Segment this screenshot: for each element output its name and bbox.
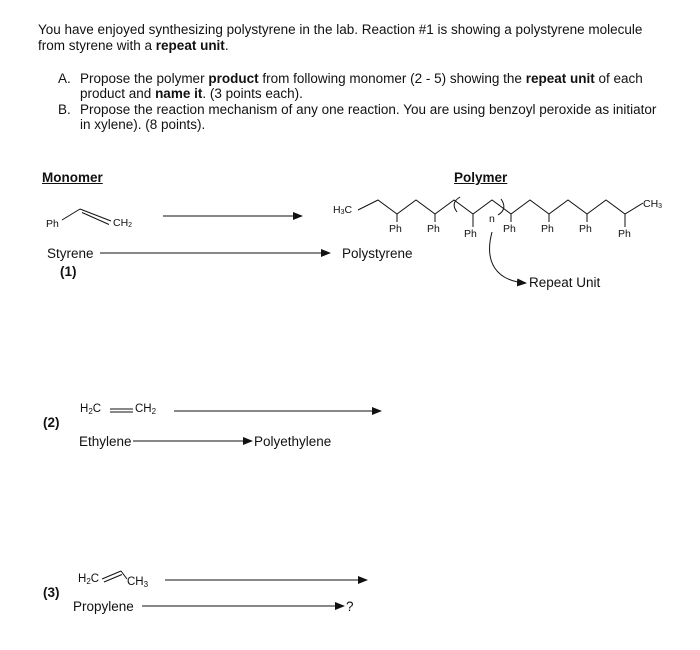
- repeat-n-label: n: [489, 213, 495, 225]
- instruction-a-letter: A.: [58, 71, 71, 86]
- propylene-name: Propylene: [73, 599, 134, 614]
- ph-label-7: Ph: [618, 228, 631, 240]
- monomer-header: Monomer: [42, 170, 103, 185]
- instruction-b-text: Propose the reaction mechanism of any one reaction. You are using benzoyl peroxide as initiator in xylene). (8 points).: [80, 102, 657, 132]
- polystyrene-name: Polystyrene: [342, 246, 413, 261]
- ethylene-ch2-label: $CH_2$: [135, 403, 157, 416]
- propylene-h2c-label: $H_2C$: [78, 573, 100, 586]
- instruction-b-letter: B.: [58, 102, 71, 117]
- ethylene-double-bond: [110, 409, 133, 412]
- styrene-ch2-label: $CH_2$: [113, 217, 133, 229]
- ph-label-6: Ph: [579, 223, 592, 235]
- instruction-a-bold-product: product: [208, 71, 259, 86]
- styrene-structure: [62, 209, 111, 225]
- intro-text-2: .: [224, 38, 229, 53]
- instruction-a-text-3: of each product and: [80, 71, 643, 101]
- ph-label-5: Ph: [541, 223, 554, 235]
- repeat-unit-label: Repeat Unit: [529, 275, 601, 290]
- polystyrene-backbone: [358, 200, 643, 214]
- repeat-bracket-left: [454, 197, 460, 212]
- reaction1-number: (1): [60, 264, 77, 279]
- reaction2-number: (2): [43, 415, 60, 430]
- reaction3-number: (3): [43, 585, 60, 600]
- intro-text-1: You have enjoyed synthesizing polystyrene in the lab. Reaction #1 is showing a polystyrene molecule from styrene with a: [38, 22, 643, 53]
- ph-label-1: Ph: [389, 223, 402, 235]
- propylene-structure: [102, 571, 127, 582]
- repeat-unit-arrow: [490, 232, 526, 283]
- instruction-a-text-2: from following monomer (2 - 5) showing the: [258, 71, 526, 86]
- styrene-ph-label: Ph: [46, 218, 59, 230]
- polyethylene-name: Polyethylene: [254, 434, 332, 449]
- instruction-a-bold-name-it: name it: [155, 86, 203, 101]
- ch3-end-group: $CH_3$: [643, 198, 663, 210]
- ph-label-3: Ph: [464, 228, 477, 240]
- instruction-a-text-4: . (3 points each).: [202, 86, 303, 101]
- instruction-a-text-1: Propose the polymer: [80, 71, 209, 86]
- instruction-a-bold-repeat-unit: repeat unit: [525, 71, 595, 86]
- ph-label-4: Ph: [503, 223, 516, 235]
- propylene-ch3-label: $CH_3$: [127, 576, 149, 589]
- styrene-name: Styrene: [47, 246, 94, 261]
- polymer-header: Polymer: [454, 170, 508, 185]
- intro-bold-repeat-unit: repeat unit: [155, 38, 225, 53]
- h3c-end-group: $H_3C$: [333, 204, 353, 216]
- ph-label-2: Ph: [427, 223, 440, 235]
- ethylene-h2c-label: $H_2C$: [80, 403, 102, 416]
- reaction3-product-unknown: ?: [346, 599, 354, 614]
- ethylene-name: Ethylene: [79, 434, 132, 449]
